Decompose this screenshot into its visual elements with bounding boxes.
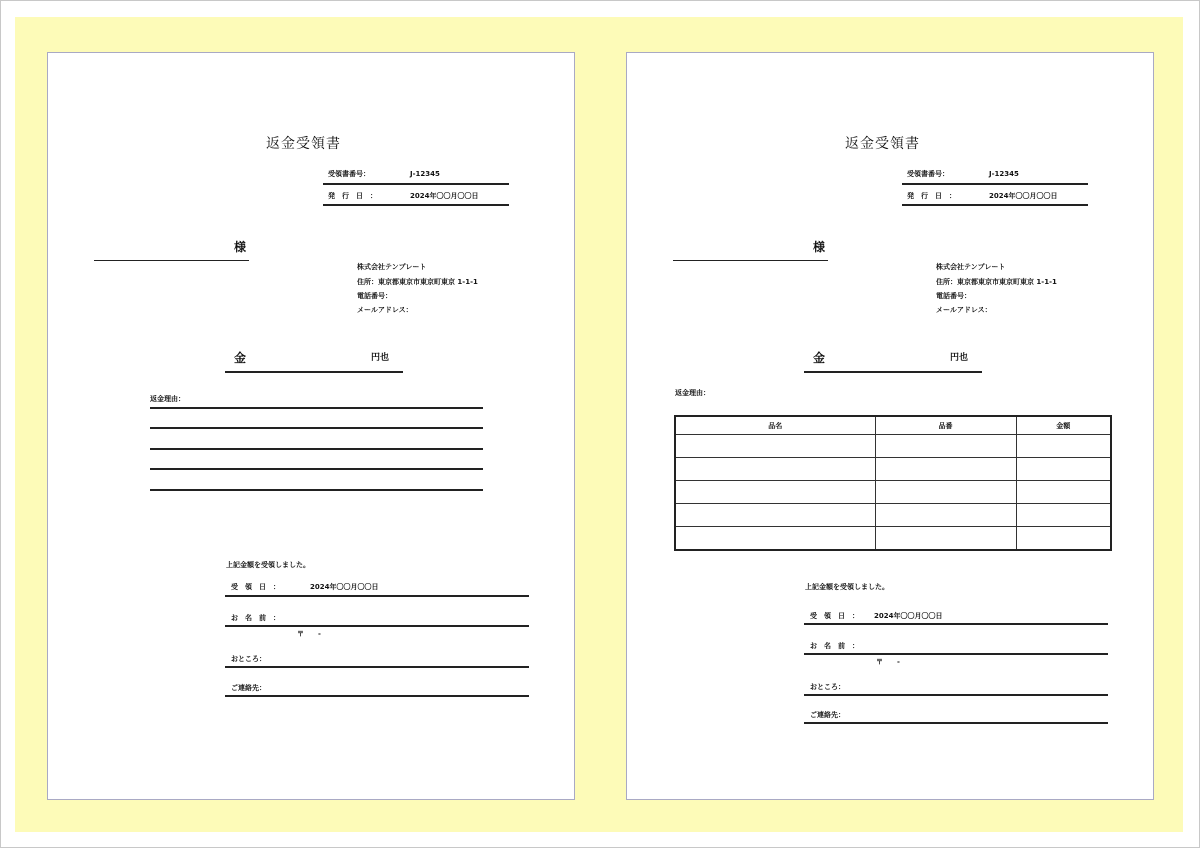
document-title: 返金受領書 [266,136,341,152]
reason-line-4 [150,468,483,470]
table-row [675,527,1111,551]
addressee-underline [673,260,828,261]
company-address: 住所：東京都東京市東京町東京 1-1-1 [936,278,1057,286]
table-cell [675,435,875,458]
table-row [675,504,1111,527]
amount-prefix: 金 [234,351,247,365]
reason-line-1 [150,407,483,409]
table-row [675,435,1111,458]
table-row [675,481,1111,504]
receipt-number-value: J-12345 [989,170,1019,178]
table-cell [875,527,1016,551]
addressee-suffix: 様 [813,240,826,254]
name-label: お 名 前 ： [810,642,859,650]
received-date-label: 受 領 日 ： [231,583,280,591]
received-date-value: 2024年〇〇月〇〇日 [310,583,379,591]
issue-date-label: 発 行 日 ： [328,192,377,200]
company-name: 株式会社テンプレート [936,263,1006,271]
company-name: 株式会社テンプレート [357,263,427,271]
received-date-underline [225,595,529,597]
table-cell [875,504,1016,527]
issue-date-value: 2024年〇〇月〇〇日 [989,192,1058,200]
postal-mark: 〒 - [297,630,321,638]
table-cell [1016,504,1111,527]
receipt-number-label: 受領書番号： [907,170,949,178]
address-label: おところ： [810,683,845,691]
table-cell [875,481,1016,504]
contact-label: ご連絡先： [810,711,845,719]
table-cell [1016,527,1111,551]
document-title: 返金受領書 [845,136,920,152]
table-row [675,458,1111,481]
table-cell [675,481,875,504]
name-underline [804,653,1108,655]
address-label: おところ： [231,655,266,663]
receipt-number-value: J-12345 [410,170,440,178]
addressee-suffix: 様 [234,240,247,254]
confirm-text: 上記金額を受領しました。 [226,561,310,569]
table-cell [875,458,1016,481]
company-address: 住所：東京都東京市東京町東京 1-1-1 [357,278,478,286]
confirm-text: 上記金額を受領しました。 [805,583,889,591]
address-underline [804,694,1108,696]
receipt-number-underline [902,183,1088,185]
name-underline [225,625,529,627]
reason-line-3 [150,448,483,450]
table-cell [675,504,875,527]
table-header-cell: 金額 [1016,416,1111,435]
received-date-value: 2024年〇〇月〇〇日 [874,612,943,620]
issue-date-value: 2024年〇〇月〇〇日 [410,192,479,200]
table-header-cell: 品番 [875,416,1016,435]
company-phone: 電話番号： [936,292,971,300]
reason-label: 返金理由： [150,395,185,403]
reason-line-5 [150,489,483,491]
table-cell [875,435,1016,458]
postal-mark: 〒 - [876,658,900,666]
amount-suffix: 円也 [950,353,969,363]
table-header-cell: 品名 [675,416,875,435]
receipt-number-underline [323,183,509,185]
contact-underline [225,695,529,697]
received-date-label: 受 領 日 ： [810,612,859,620]
reason-label: 返金理由： [675,389,710,397]
company-phone: 電話番号： [357,292,392,300]
table-header-row [675,416,1111,435]
items-table [674,415,1112,551]
issue-date-label: 発 行 日 ： [907,192,956,200]
contact-underline [804,722,1108,724]
document-page-1 [47,52,575,800]
company-email: メールアドレス： [357,306,413,314]
receipt-number-label: 受領書番号： [328,170,370,178]
received-date-underline [804,623,1108,625]
company-email: メールアドレス： [936,306,992,314]
issue-date-underline [902,204,1088,206]
amount-suffix: 円也 [371,353,390,363]
amount-prefix: 金 [813,351,826,365]
addressee-underline [94,260,249,261]
table-cell [1016,481,1111,504]
address-underline [225,666,529,668]
table-cell [1016,458,1111,481]
table-cell [675,458,875,481]
document-page-2 [626,52,1154,800]
table-cell [675,527,875,551]
amount-underline [804,371,982,373]
contact-label: ご連絡先： [231,684,266,692]
reason-line-2 [150,427,483,429]
name-label: お 名 前 ： [231,614,280,622]
table-cell [1016,435,1111,458]
amount-underline [225,371,403,373]
issue-date-underline [323,204,509,206]
